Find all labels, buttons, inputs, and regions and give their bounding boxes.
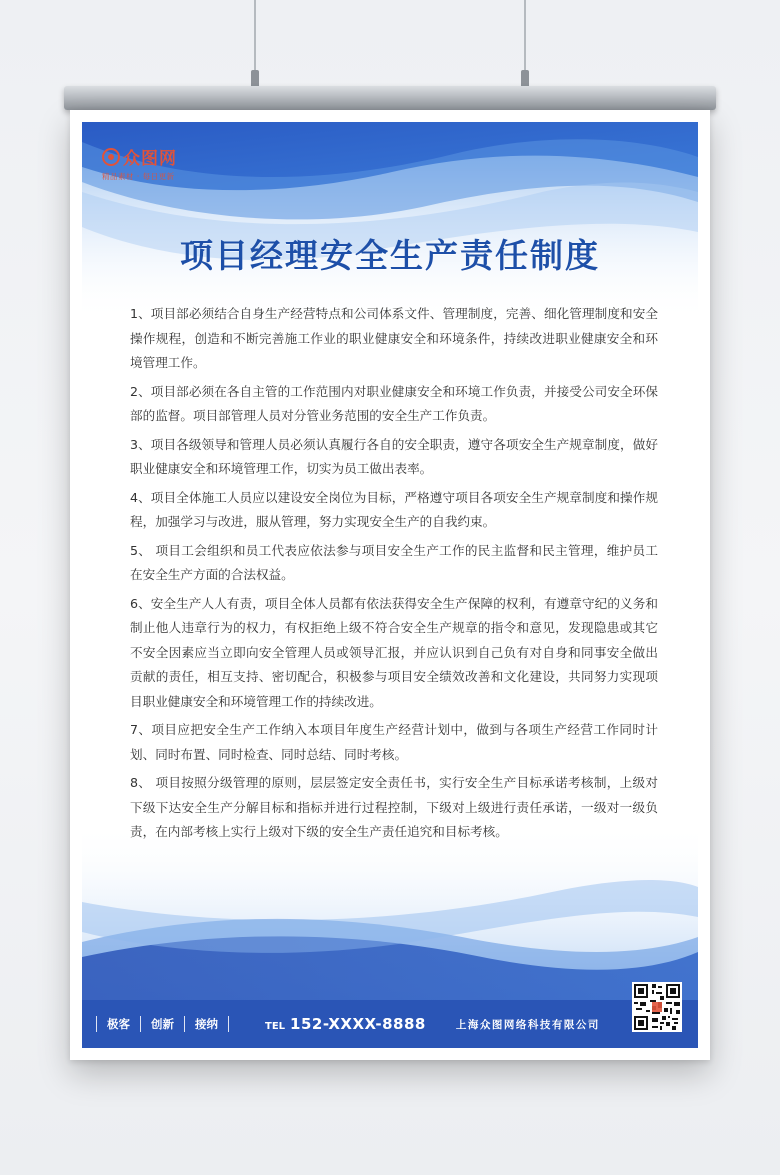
- logo-name: 众图网: [123, 149, 177, 169]
- rule-paragraph-8: 8、 项目按照分级管理的原则，层层签定安全责任书，实行安全生产目标承诺考核制，上级对下级下达安全生产分解目标和指标并进行过程控制，下级对上级进行责任承诺，一级对一级负责，在内部考核上实行上级对下级的安全生产责任追究和目标考核。: [130, 775, 658, 839]
- logo-icon: [102, 148, 120, 166]
- hanging-rail: [64, 86, 716, 110]
- rule-paragraph-7: 7、项目应把安全生产工作纳入本项目年度生产经营计划中，做到与各项生产经营工作同时计划、同时布置、同时检查、同时总结、同时考核。: [130, 722, 658, 762]
- footer-tag-1: 极客: [96, 1016, 140, 1032]
- footer-phone: [265, 1015, 426, 1033]
- rule-paragraph-1: 1、项目部必须结合自身生产经营特点和公司体系文件、管理制度，完善、细化管理制度和安全操作规程，创造和不断完善施工作业的职业健康安全和环境条件，持续改进职业健康安全和环境管理工作。: [130, 306, 658, 370]
- rule-paragraph-2: 2、项目部必须在各自主管的工作范围内对职业健康安全和环境工作负责，并接受公司安全环保部的监督。项目部管理人员对分管业务范围的安全生产工作负责。: [130, 383, 658, 423]
- poster-title: 项目经理安全生产责任制度: [180, 236, 600, 275]
- footer-tag-2: 创新: [140, 1016, 184, 1032]
- rule-paragraph-5: 5、 项目工会组织和员工代表应依法参与项目安全生产工作的民主监督和民主管理，维护员工在安全生产方面的合法权益。: [130, 542, 658, 582]
- footer-tag-3: 接纳: [184, 1016, 229, 1032]
- company-name: 上海众图网络科技有限公司: [455, 1018, 600, 1031]
- brand-logo: [102, 144, 177, 182]
- qr-code-icon: [632, 982, 682, 1032]
- tel-number: 152-XXXX-8888: [290, 1015, 426, 1033]
- footer-tags: [96, 1016, 229, 1032]
- poster-sheet: [70, 110, 710, 1060]
- logo-tagline: 精品素材 · 每日更新: [102, 172, 175, 181]
- poster: [82, 122, 698, 1048]
- tel-label: TEL: [265, 1021, 286, 1032]
- poster-footer: [82, 1000, 698, 1048]
- rule-paragraph-6: 6、安全生产人人有责，项目全体人员都有依法获得安全生产保障的权利，有遵章守纪的义务和制止他人违章行为的权力，有权拒绝上级不符合安全生产规章的指令和意见，发现隐患或其它不安全因素应当立即向安全管理人员或领导汇报，并应认识到自己负有对自身和同事安全做出贡献的责任，相互支持、密切配合，积极参与项目安全绩效改善和文化建设，共同努力实现项目职业健康安全和环境管理工作的持续改进。: [130, 595, 658, 709]
- rules-body: [130, 302, 658, 849]
- rule-paragraph-4: 4、项目全体施工人员应以建设安全岗位为目标，严格遵守项目各项安全生产规章制度和操作规程，加强学习与改进，服从管理，努力实现安全生产的自我约束。: [130, 489, 658, 529]
- rule-paragraph-3: 3、项目各级领导和管理人员必须认真履行各自的安全职责，遵守各项安全生产规章制度，做好职业健康安全和环境管理工作，切实为员工做出表率。: [130, 436, 658, 476]
